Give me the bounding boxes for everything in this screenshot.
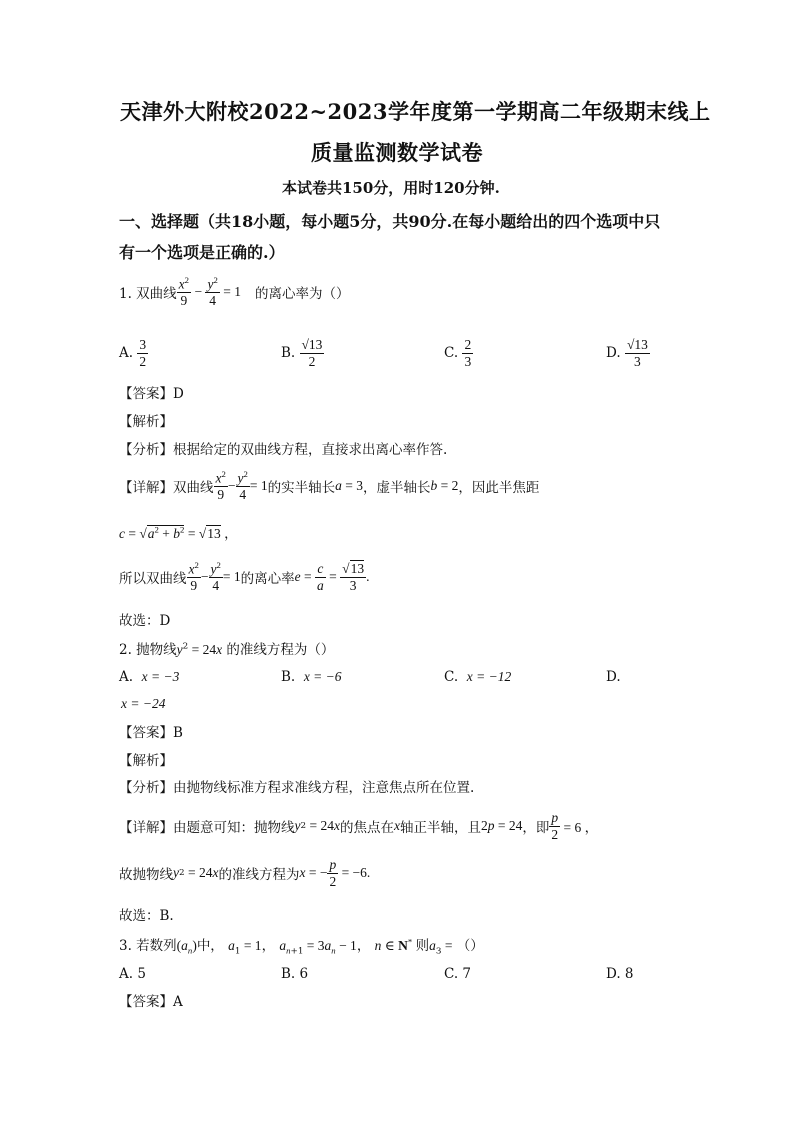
q3-option-a: A. 5 (119, 966, 146, 982)
question-2: 2. 抛物线$y^2 = 24x$ 的准线方程为（） (119, 641, 335, 658)
question-1: 1. 双曲线 $\frac{x^2}{9}$ − $\frac{y^2}{4}$ = 1 的离心率为（） (119, 275, 350, 309)
page-title-line2: 质量监测数学试卷 (311, 140, 483, 165)
q2-answer: 【答案】B (119, 725, 183, 741)
q3-option-d: D. 8 (606, 966, 634, 982)
q3-option-c: C. 7 (444, 966, 472, 982)
q1-option-a: A. $\frac{3}{2}$ (119, 336, 147, 369)
hyperbola-term-y: $\frac{y^2}{4}$ (207, 275, 218, 309)
q2-fenxi: 【分析】由抛物线标准方程求准线方程，注意焦点所在位置. (119, 780, 475, 796)
q2-option-b: B. x = −6 (281, 669, 342, 685)
q3-option-b: B. 6 (281, 966, 309, 982)
q2-option-d: x = −24 (121, 696, 166, 711)
exam-subtitle: 本试卷共150分，用时120分钟. (282, 179, 500, 197)
q2-option-a: A. x = −3 (119, 669, 180, 685)
q1-option-d: D. $\frac{√13}{3}$ (606, 336, 648, 369)
q2-conclusion: 故选：B. (119, 908, 174, 924)
q2-detail: 【详解】 由题意可知：抛物线 y 2 = 24 x 的焦点在 x 轴正半轴，且 2 p = 24 ，即 $\frac{p}{2}$ = 6 ， (119, 809, 599, 842)
page-title-line1: 天津外大附校2022~2023学年度第一学期高二年级期末线上 (120, 99, 711, 124)
q2-directrix: 故抛物线 y 2 = 24 x 的准线方程为 x = − $\frac{p}{2}$ = −6. (119, 856, 371, 889)
q1-detail: 【详解】 双曲线 $\frac{x^2}{9}$ − $\frac{y^2}{4}$ = 1 的实半轴长 a = 3 ，虚半轴长 b = 2 ，因此半焦距 (119, 469, 540, 503)
question-3: 3. 若数列$(a_n)$中， $a_1 = 1$， $a_{n+1} = 3a_n - 1$， n ∈ N* 则$a_3$ = （） (119, 936, 484, 957)
section-heading-line1: 一、选择题（共18小题，每小题5分，共90分.在每小题给出的四个选项中只 (119, 212, 661, 231)
q1-answer: 【答案】D (119, 386, 184, 402)
q1-eccentricity: 所以双曲线 $\frac{x^2}{9}$ − $\frac{y^2}{4}$ = 1 的离心率 e = $\frac{c}{a}$ = $\frac{√13}{3}$ . (119, 560, 370, 594)
q1-fenxi: 【分析】根据给定的双曲线方程，直接求出离心率作答. (119, 442, 448, 458)
q1-suffix: 的离心率为（） (254, 286, 350, 302)
q2-option-d-label: D. (606, 669, 621, 685)
q2-option-c: C. x = −12 (444, 669, 512, 685)
q1-prefix: 1. 双曲线 (119, 286, 177, 302)
q1-conclusion: 故选：D (119, 613, 171, 629)
hyperbola-term-x: $\frac{x^2}{9}$ (178, 275, 190, 309)
q3-answer: 【答案】A (119, 994, 183, 1010)
q1-option-c: C. $\frac{2}{3}$ (444, 336, 472, 369)
q1-focal-calc: $c = √a^2 + b^2 = √13$ ， (119, 524, 238, 541)
q1-option-b: B. $\frac{√13}{2}$ (281, 336, 323, 369)
q1-analysis-tag: 【解析】 (119, 414, 173, 430)
q2-analysis-tag: 【解析】 (119, 753, 173, 769)
section-heading-line2: 有一个选项是正确的.） (119, 243, 285, 262)
